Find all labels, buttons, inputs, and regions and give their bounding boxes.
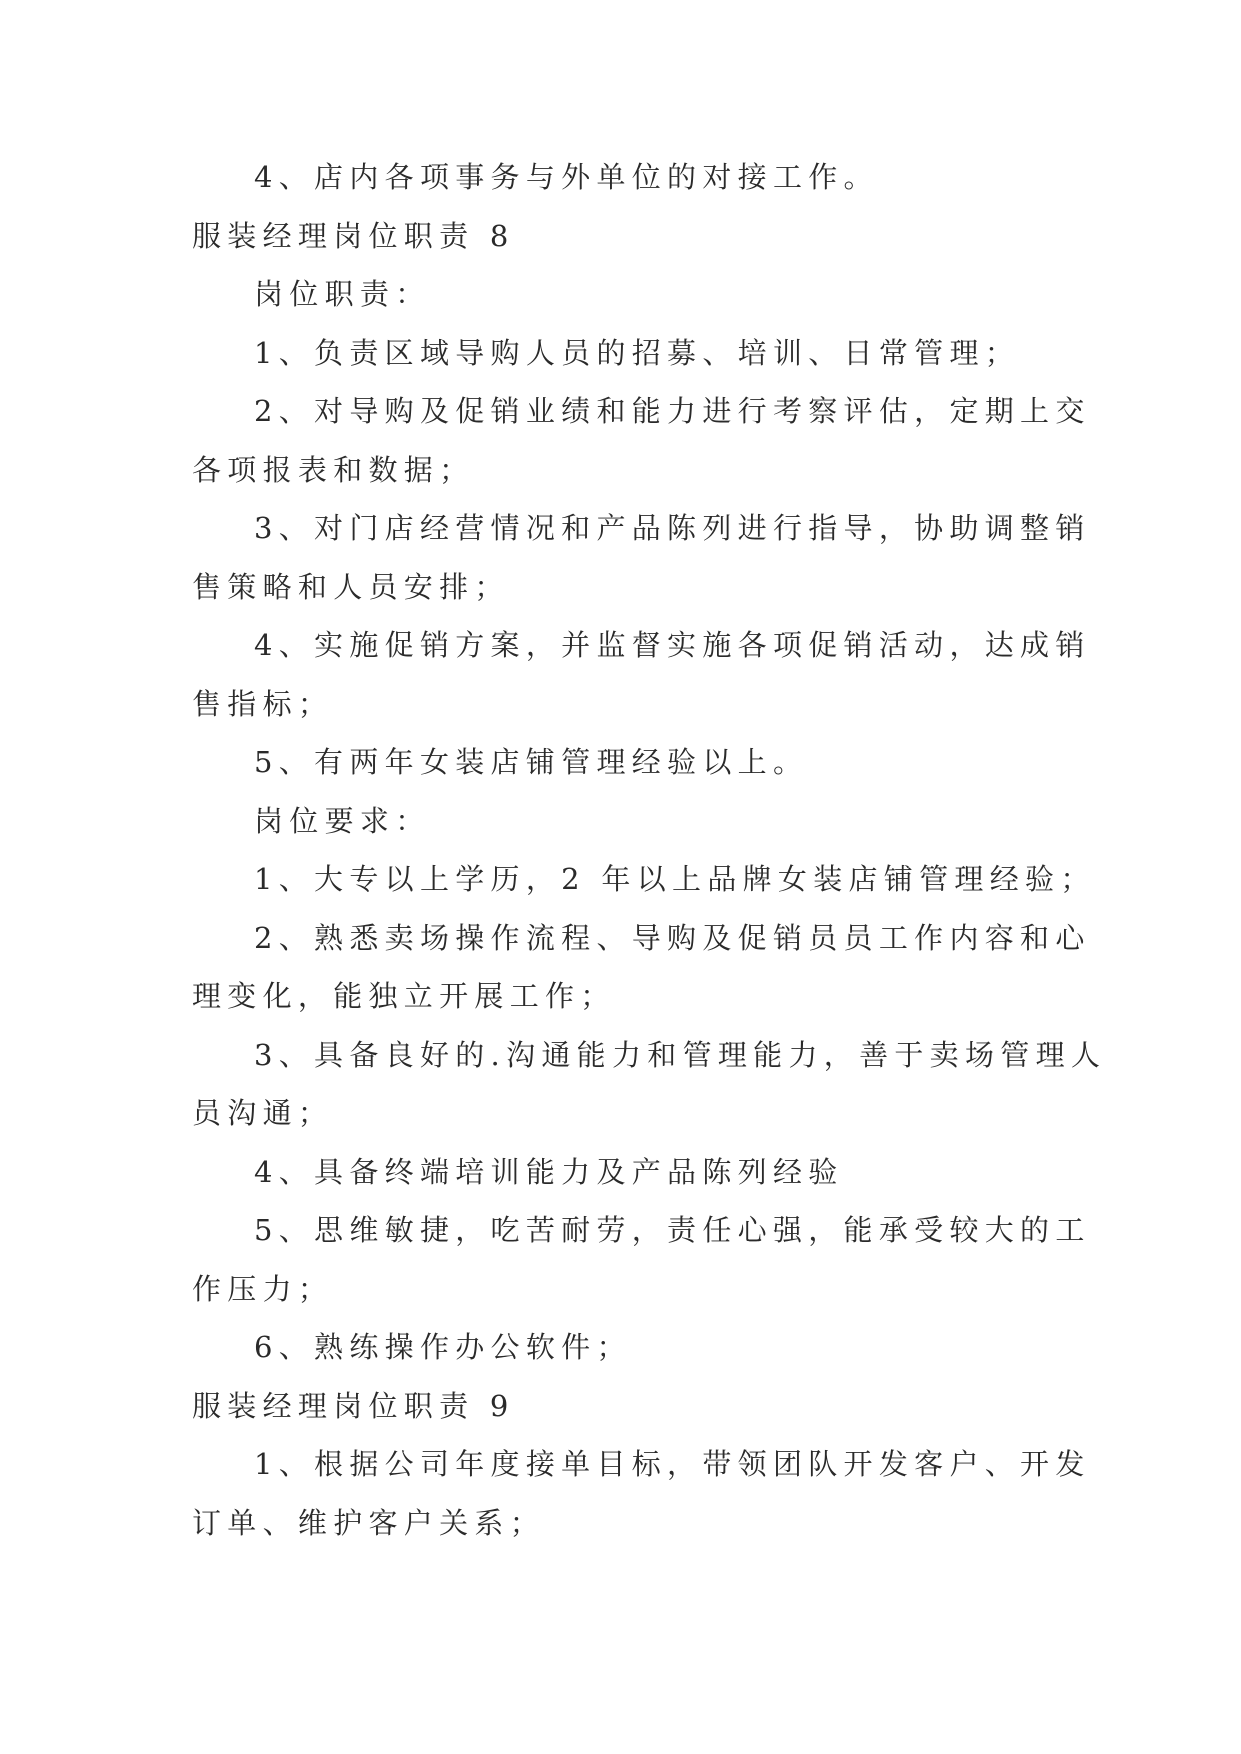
paragraph-line-continued: 售策略和人员安排； xyxy=(192,569,510,604)
paragraph-line: 5、有两年女装店铺管理经验以上。 xyxy=(254,745,809,779)
paragraph-line-continued: 员沟通； xyxy=(192,1096,334,1130)
paragraph-line-continued: 理变化，能独立开展工作； xyxy=(192,979,616,1013)
paragraph-line-continued: 各项报表和数据； xyxy=(192,452,475,487)
paragraph-line: 4、具备终端培训能力及产品陈列经验 xyxy=(254,1154,844,1189)
paragraph-line: 2、对导购及促销业绩和能力进行考察评估，定期上交 xyxy=(254,394,1091,428)
paragraph-line: 3、对门店经营情况和产品陈列进行指导，协助调整销 xyxy=(254,511,1091,545)
section-heading-9: 服装经理岗位职责 9 xyxy=(192,1388,515,1423)
paragraph-line: 1、负责区域导购人员的招募、培训、日常管理； xyxy=(254,335,1021,370)
paragraph-line: 4、实施促销方案，并监督实施各项促销活动，达成销 xyxy=(254,628,1091,662)
paragraph-line: 4、店内各项事务与外单位的对接工作。 xyxy=(254,160,879,194)
section-heading-8: 服装经理岗位职责 8 xyxy=(192,218,515,253)
paragraph-line-continued: 作压力； xyxy=(192,1271,334,1306)
document-body xyxy=(192,148,1107,1552)
paragraph-line: 2、熟悉卖场操作流程、导购及促销员员工作内容和心 xyxy=(254,920,1091,955)
subheading-requirements: 岗位要求： xyxy=(254,803,431,838)
paragraph-line: 6、熟练操作办公软件； xyxy=(254,1330,632,1364)
paragraph-line: 3、具备良好的.沟通能力和管理能力，善于卖场管理人 xyxy=(254,1037,1107,1072)
paragraph-line: 1、大专以上学历，2 年以上品牌女装店铺管理经验； xyxy=(254,862,1096,896)
paragraph-line-continued: 订单、维护客户关系； xyxy=(192,1505,546,1540)
subheading-duties: 岗位职责： xyxy=(254,277,431,311)
paragraph-line: 5、思维敏捷，吃苦耐劳，责任心强，能承受较大的工 xyxy=(254,1213,1091,1247)
paragraph-line: 1、根据公司年度接单目标，带领团队开发客户、开发 xyxy=(254,1447,1091,1481)
paragraph-line-continued: 售指标； xyxy=(192,686,334,721)
